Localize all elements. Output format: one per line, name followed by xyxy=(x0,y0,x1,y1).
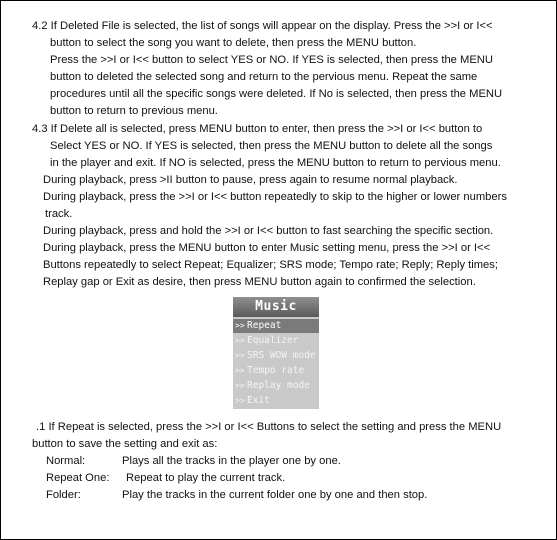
music-menu-item-tempo-rate xyxy=(233,364,319,378)
repeat-option-name: Normal: xyxy=(46,455,86,467)
text-line: in the player and exit. If NO is selected, press the MENU button to return to pervious menu. xyxy=(50,157,501,169)
repeat-option-name: Folder: xyxy=(46,489,81,501)
repeat-option-name: Repeat One: xyxy=(46,472,110,484)
double-arrow-icon: >> xyxy=(235,366,245,375)
text-line: During playback, press and hold the >>I or I<< button to fast searching the specific section. xyxy=(43,225,494,237)
text-line: During playback, press the MENU button to enter Music setting menu, press the >>I or I<< xyxy=(43,242,491,254)
text-line: During playback, press the >>I or I<< button repeatedly to skip to the higher or lower numbers xyxy=(43,191,507,203)
text-line: button to select the song you want to delete, then press the MENU button. xyxy=(50,37,417,49)
text-line: 4.3 If Delete all is selected, press MENU button to enter, then press the >>I or I<< button to xyxy=(32,123,483,135)
music-menu-item-repeat xyxy=(233,319,319,333)
double-arrow-icon: >> xyxy=(235,321,245,330)
double-arrow-icon: >> xyxy=(235,396,245,405)
double-arrow-icon: >> xyxy=(235,381,245,390)
menu-item-label: Replay mode xyxy=(247,380,310,391)
repeat-option-desc: Plays all the tracks in the player one by one. xyxy=(122,455,341,467)
text-line: During playback, press >II button to pause, press again to resume normal playback. xyxy=(43,174,458,186)
repeat-option-desc: Repeat to play the current track. xyxy=(126,472,286,484)
text-line: button to save the setting and exit as: xyxy=(32,438,218,450)
text-line: Press the >>I or I<< button to select YES or NO. If YES is selected, then press the MENU xyxy=(50,54,493,66)
music-menu-title: Music xyxy=(233,297,319,317)
text-line: 4.2 If Deleted File is selected, the list of songs will appear on the display. Press the >>I or I<< xyxy=(32,20,493,32)
menu-item-label: Equalizer xyxy=(247,335,299,346)
repeat-option-desc: Play the tracks in the current folder one by one and then stop. xyxy=(122,489,428,501)
double-arrow-icon: >> xyxy=(235,336,245,345)
menu-item-label: Repeat xyxy=(247,320,282,331)
text-line: button to deleted the selected song and return to the pervious menu. Repeat the same xyxy=(50,71,478,83)
text-line: button to return to previous menu. xyxy=(50,105,218,117)
music-menu-item-equalizer xyxy=(233,334,319,348)
menu-item-label: Exit xyxy=(247,395,270,406)
double-arrow-icon: >> xyxy=(235,351,245,360)
text-line: .1 If Repeat is selected, press the >>I or I<< Buttons to select the setting and press the MENU xyxy=(36,421,502,433)
menu-item-label: SRS WOW mode xyxy=(247,350,316,361)
music-menu-item-replay-mode xyxy=(233,379,319,393)
text-line: track. xyxy=(45,208,73,220)
text-line: procedures until all the specific songs were deleted. If No is selected, then press the MENU xyxy=(50,88,503,100)
text-line: Replay gap or Exit as desire, then press MENU button again to confirmed the selection. xyxy=(43,276,476,288)
text-line: Select YES or NO. If YES is selected, then press the MENU button to delete all the songs xyxy=(50,140,493,152)
menu-item-label: Tempo rate xyxy=(247,365,305,376)
music-menu-screenshot xyxy=(233,297,319,409)
text-line: Buttons repeatedly to select Repeat; Equalizer; SRS mode; Tempo rate; Reply; Reply times; xyxy=(43,259,498,271)
music-menu-item-srs-mode xyxy=(233,349,319,363)
music-menu-item-exit xyxy=(233,394,319,408)
